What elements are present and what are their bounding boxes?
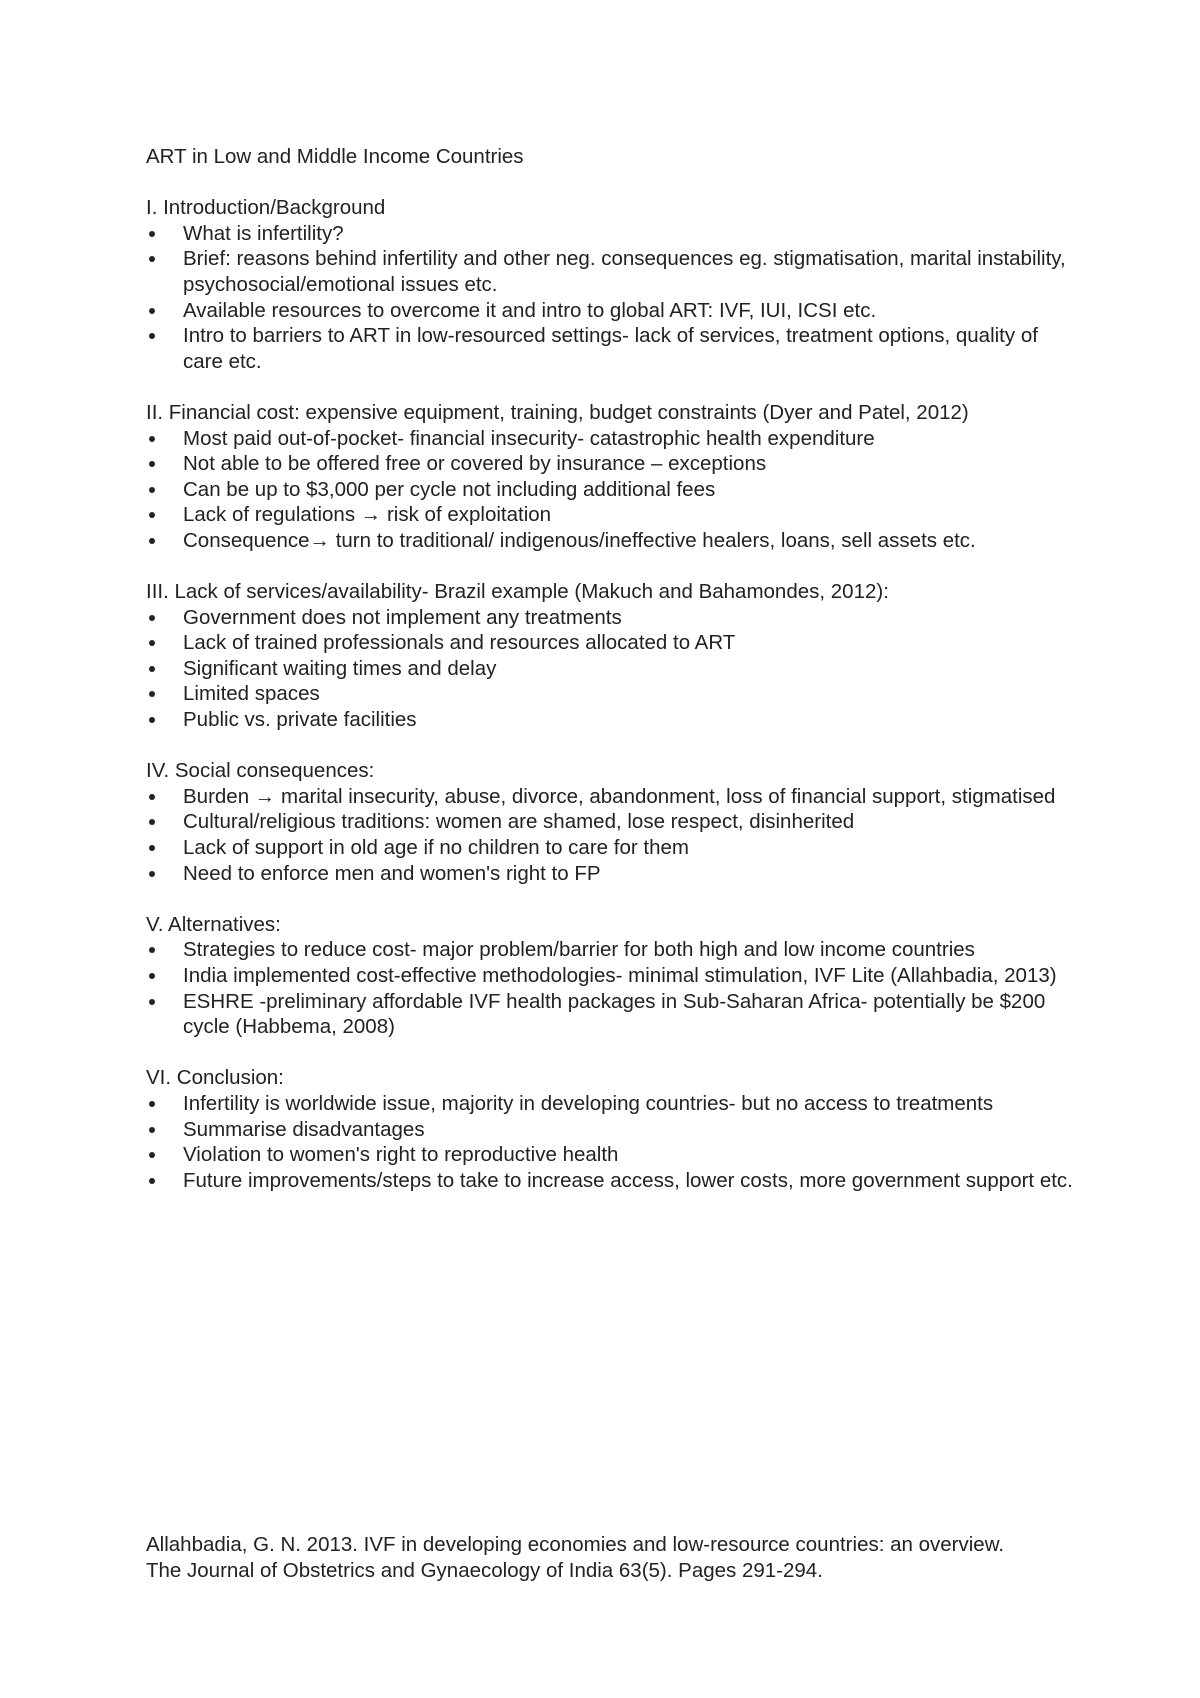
bullet-item: Public vs. private facilities bbox=[146, 707, 1076, 733]
bullet-item: Violation to women's right to reproductive health bbox=[146, 1142, 1076, 1168]
section-financial-cost bbox=[146, 400, 1076, 554]
bullet-item: Brief: reasons behind infertility and other neg. consequences eg. stigmatisation, marital instability, psychosocial/emotional issues etc. bbox=[146, 246, 1076, 297]
bullet-item: ESHRE -preliminary affordable IVF health packages in Sub-Saharan Africa- potentially be $200 cycle (Habbema, 2008) bbox=[146, 989, 1076, 1040]
bullet-item: Lack of regulations → risk of exploitation bbox=[146, 502, 1076, 528]
bullet-item: Infertility is worldwide issue, majority in developing countries- but no access to treatments bbox=[146, 1091, 1076, 1117]
bullet-item: What is infertility? bbox=[146, 221, 1076, 247]
bullet-item: Need to enforce men and women's right to FP bbox=[146, 861, 1076, 887]
bullet-item: Future improvements/steps to take to increase access, lower costs, more government support etc. bbox=[146, 1168, 1076, 1194]
bullet-list bbox=[146, 426, 1076, 554]
bullet-list bbox=[146, 937, 1076, 1039]
section-heading: IV. Social consequences: bbox=[146, 759, 375, 783]
section-conclusion bbox=[146, 1065, 1076, 1193]
bullet-item: Consequence→ turn to traditional/ indigenous/ineffective healers, loans, sell assets etc. bbox=[146, 528, 1076, 554]
bullet-item: Cultural/religious traditions: women are shamed, lose respect, disinherited bbox=[146, 809, 1076, 835]
section-heading: VI. Conclusion: bbox=[146, 1066, 284, 1090]
reference-entry: Allahbadia, G. N. 2013. IVF in developing economies and low-resource countries: an overview. The Journal of Obstetrics and Gynaecology of India 63(5). Pages 291-294. bbox=[146, 1532, 1005, 1582]
bullet-item: Intro to barriers to ART in low-resourced settings- lack of services, treatment options, quality of care etc. bbox=[146, 323, 1076, 374]
bullet-item: Summarise disadvantages bbox=[146, 1117, 1076, 1143]
bullet-list bbox=[146, 605, 1076, 733]
bullet-item: India implemented cost-effective methodologies- minimal stimulation, IVF Lite (Allahbadia, 2013) bbox=[146, 963, 1076, 989]
section-heading: III. Lack of services/availability- Brazil example (Makuch and Bahamondes, 2012): bbox=[146, 580, 889, 604]
document-body bbox=[146, 144, 1076, 1219]
bullet-item: Limited spaces bbox=[146, 681, 1076, 707]
bullet-item: Not able to be offered free or covered by insurance – exceptions bbox=[146, 451, 1076, 477]
bullet-item: Can be up to $3,000 per cycle not including additional fees bbox=[146, 477, 1076, 503]
section-alternatives bbox=[146, 912, 1076, 1040]
bullet-item: Available resources to overcome it and intro to global ART: IVF, IUI, ICSI etc. bbox=[146, 298, 1076, 324]
bullet-list bbox=[146, 784, 1076, 886]
bullet-item: Most paid out-of-pocket- financial insecurity- catastrophic health expenditure bbox=[146, 426, 1076, 452]
bullet-item: Lack of support in old age if no children to care for them bbox=[146, 835, 1076, 861]
section-introduction bbox=[146, 195, 1076, 374]
bullet-item: Significant waiting times and delay bbox=[146, 656, 1076, 682]
bullet-item: Burden → marital insecurity, abuse, divorce, abandonment, loss of financial support, stigmatised bbox=[146, 784, 1076, 810]
bullet-list bbox=[146, 1091, 1076, 1193]
document-title: ART in Low and Middle Income Countries bbox=[146, 145, 524, 168]
section-lack-of-services bbox=[146, 579, 1076, 733]
section-social-consequences bbox=[146, 758, 1076, 886]
bullet-item: Lack of trained professionals and resources allocated to ART bbox=[146, 630, 1076, 656]
section-heading: II. Financial cost: expensive equipment, training, budget constraints (Dyer and Patel, 2012) bbox=[146, 400, 969, 424]
bullet-item: Strategies to reduce cost- major problem/barrier for both high and low income countries bbox=[146, 937, 1076, 963]
bullet-list bbox=[146, 221, 1076, 375]
section-heading: V. Alternatives: bbox=[146, 912, 281, 936]
section-heading: I. Introduction/Background bbox=[146, 196, 386, 220]
bullet-item: Government does not implement any treatments bbox=[146, 605, 1076, 631]
